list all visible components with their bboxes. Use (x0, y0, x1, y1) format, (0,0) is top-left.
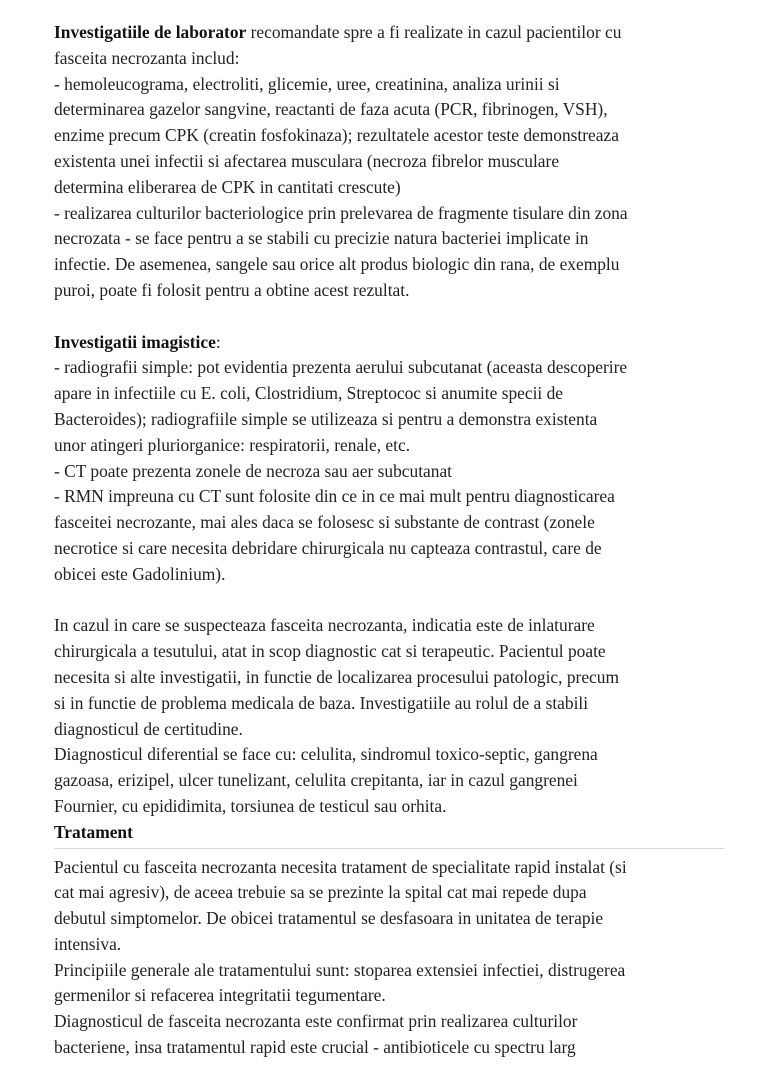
paragraph-line: si in functie de problema medicala de baza. Investigatiile au rolul de a stabili (54, 692, 589, 713)
treatment-heading: Tratament (54, 821, 133, 842)
paragraph-line: necrozata - se face pentru a se stabili cu precizie natura bacteriei implicate in (54, 228, 589, 249)
paragraph-line: bacteriene, insa tratamentul rapid este crucial - antibioticele cu spectru larg (54, 1037, 576, 1058)
paragraph-line: intensiva. (54, 933, 122, 954)
paragraph-line: infectie. De asemenea, sangele sau orice alt produs biologic din rana, de exemplu (54, 254, 620, 275)
paragraph-line: In cazul in care se suspecteaza fasceita necrozanta, indicatia este de inlaturare (54, 615, 595, 636)
paragraph-line: - hemoleucograma, electroliti, glicemie, uree, creatinina, analiza urinii si (54, 73, 560, 94)
paragraph-line: determinarea gazelor sangvine, reactanti de faza acuta (PCR, fibrinogen, VSH), (54, 99, 608, 120)
paragraph-line: Diagnosticul de fasceita necrozanta este confirmat prin realizarea culturilor (54, 1011, 578, 1032)
paragraph-line: Pacientul cu fasceita necrozanta necesita tratament de specialitate rapid instalat (si (54, 856, 627, 877)
paragraph-line: enzime precum CPK (creatin fosfokinaza); rezultatele acestor teste demonstreaza (54, 125, 619, 146)
imaging-heading-suffix: : (215, 331, 221, 352)
paragraph-spacer (54, 304, 724, 330)
paragraph-spacer (54, 588, 724, 614)
paragraph-line: - radiografii simple: pot evidentia prezenta aerului subcutanat (aceasta descoperire (54, 357, 628, 378)
paragraph-line: germenilor si refacerea integritatii tegumentare. (54, 985, 386, 1006)
paragraph-line: fasceitei necrozante, mai ales daca se folosesc si substante de contrast (zonele (54, 512, 595, 533)
lab-first-line (54, 20, 724, 46)
lab-section (54, 20, 724, 304)
paragraph-line: necesita si alte investigatii, in functie de localizarea procesului patologic, precum (54, 666, 619, 687)
paragraph-line: existenta unei infectii si afectarea musculara (necroza fibrelor musculare (54, 150, 560, 171)
paragraph-line: - CT poate prezenta zonele de necroza sau aer subcutanat (54, 460, 453, 481)
paragraph-line: chirurgicala a tesutului, atat in scop diagnostic cat si terapeutic. Pacientul poate (54, 641, 606, 662)
paragraph-line: fasceita necrozanta includ: (54, 47, 240, 68)
paragraph-line: obicei este Gadolinium). (54, 563, 226, 584)
paragraph-line: apare in infectiile cu E. coli, Clostridium, Streptococ si anumite specii de (54, 383, 564, 404)
lab-first-line-text: recomandate spre a fi realizate in cazul pacientilor cu (246, 22, 622, 42)
paragraph-line: Fournier, cu epididimita, torsiunea de testicul sau orhita. (54, 795, 447, 816)
paragraph-line: Principiile generale ale tratamentului sunt: stoparea extensiei infectiei, distrugerea (54, 959, 626, 980)
paragraph-line: Bacteroides); radiografiile simple se utilizeaza si pentru a demonstra existenta (54, 408, 598, 429)
paragraph-line: determina eliberarea de CPK in cantitati crescute) (54, 176, 401, 197)
imaging-heading-line (54, 330, 724, 356)
paragraph-line: - realizarea culturilor bacteriologice prin prelevarea de fragmente tisulare din zona (54, 202, 628, 223)
paragraph-line: diagnosticul de certitudine. (54, 718, 243, 739)
treatment-section (54, 820, 724, 1061)
diagnosis-section (54, 613, 724, 819)
paragraph-line: unor atingeri pluriorganice: respiratorii, renale, etc. (54, 434, 411, 455)
document-page (54, 20, 724, 1061)
lab-heading: Investigatiile de laborator (54, 22, 247, 42)
paragraph-line: necrotice si care necesita debridare chirurgicala nu capteaza contrastul, care de (54, 537, 602, 558)
paragraph-line: cat mai agresiv), de aceea trebuie sa se prezinte la spital cat mai repede dupa (54, 882, 587, 903)
paragraph-line: - RMN impreuna cu CT sunt folosite din ce in ce mai mult pentru diagnosticarea (54, 486, 615, 507)
paragraph-line: gazoasa, erizipel, ulcer tunelizant, celulita crepitanta, iar in cazul gangrenei (54, 770, 578, 791)
paragraph-line: puroi, poate fi folosit pentru a obtine acest rezultat. (54, 279, 410, 300)
imaging-heading: Investigatii imagistice (54, 331, 216, 352)
paragraph-line: Diagnosticul diferential se face cu: celulita, sindromul toxico-septic, gangrena (54, 744, 598, 765)
paragraph-line: debutul simptomelor. De obicei tratamentul se desfasoara in unitatea de terapie (54, 908, 604, 929)
imaging-section (54, 330, 724, 588)
section-divider (54, 848, 724, 849)
